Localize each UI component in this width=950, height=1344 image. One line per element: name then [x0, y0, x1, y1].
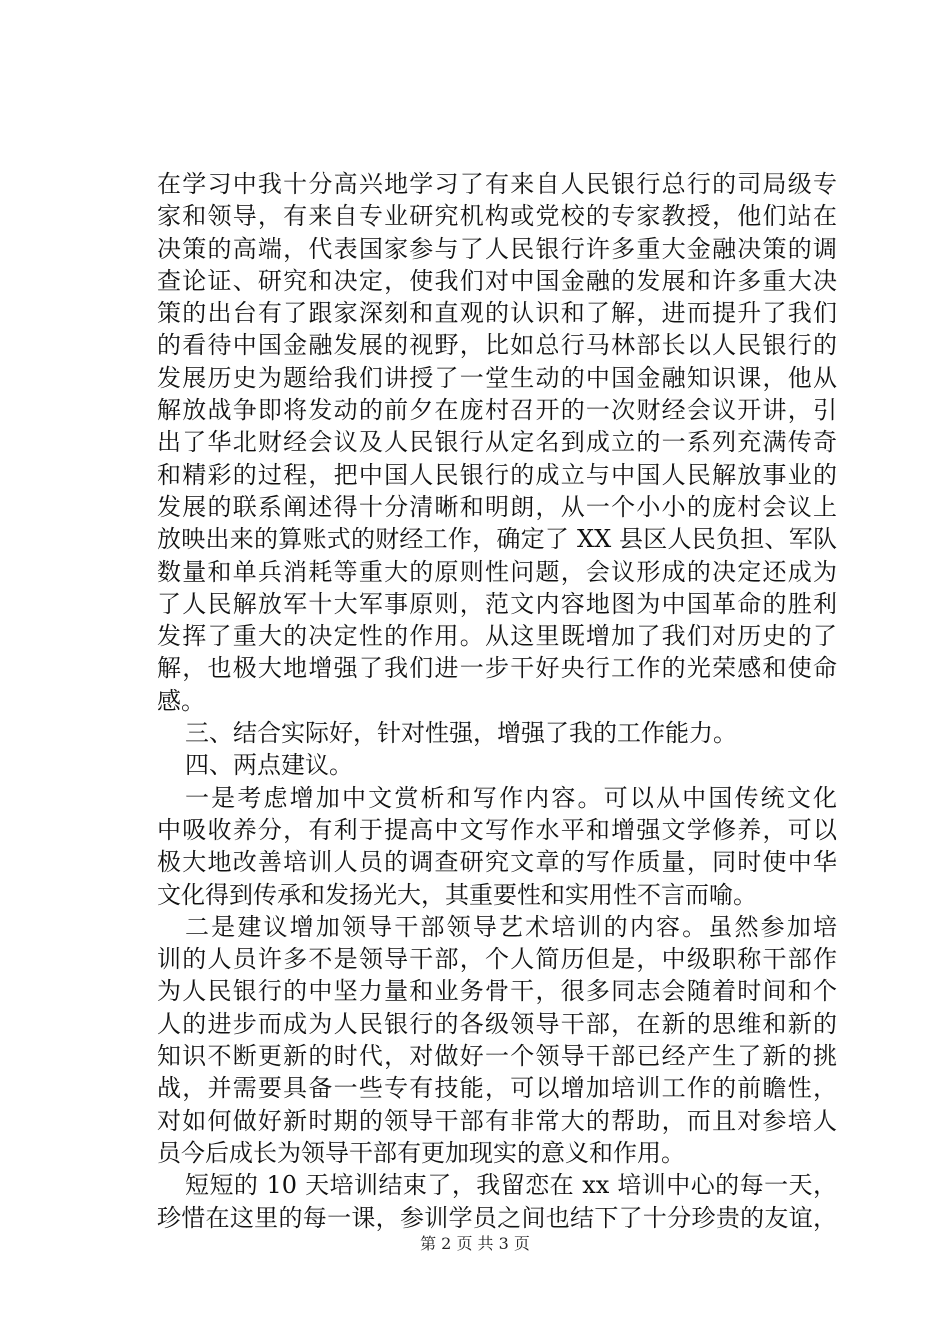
page-footer: 第 2 页 共 3 页: [420, 1234, 530, 1253]
document-body: [157, 168, 837, 1234]
text-line: 在学习中我十分高兴地学习了有来自人民银行总行的司局级专: [157, 170, 837, 198]
text-line: 发挥了重大的决定性的作用。从这里既增加了我们对历史的了: [157, 622, 837, 651]
paragraph: [157, 782, 837, 911]
text-line: 数量和单兵消耗等重大的原则性问题，会议形成的决定还成为: [157, 557, 837, 586]
text-line: 决策的高端，代表国家参与了人民银行许多重大金融决策的调: [157, 234, 837, 263]
text-line: 了人民解放军十大军事原则，范文内容地图为中国革命的胜利: [157, 589, 837, 618]
text-line: 出了华北财经会议及人民银行从定名到成立的一系列充满传奇: [157, 428, 837, 457]
text-line: 一是考虑增加中文赏析和写作内容。可以从中国传统文化: [185, 783, 837, 812]
text-line: 放映出来的算账式的财经工作，确定了 XX 县区人民负担、军队: [157, 525, 837, 554]
text-line: 为人民银行的中坚力量和业务骨干，很多同志会随着时间和个: [157, 977, 837, 1006]
text-line: 的看待中国金融发展的视野，比如总行马林部长以人民银行的: [157, 331, 837, 360]
text-line: 中吸收养分，有利于提高中文写作水平和增强文学修养，可以: [157, 815, 837, 844]
text-line: 查论证、研究和决定，使我们对中国金融的发展和许多重大决: [157, 266, 837, 295]
text-line: 极大地改善培训人员的调查研究文章的写作质量，同时使中华: [157, 848, 837, 877]
text-line: 和精彩的过程，把中国人民银行的成立与中国人民解放事业的: [157, 460, 837, 489]
paragraph: [157, 717, 837, 749]
text-line: 二是建议增加领导干部领导艺术培训的内容。虽然参加培: [185, 912, 837, 941]
paragraph: [157, 168, 837, 717]
text-line: 人的进步而成为人民银行的各级领导干部，在新的思维和新的: [157, 1009, 837, 1038]
paragraph: [157, 1169, 837, 1234]
text-line: 家和领导，有来自专业研究机构或党校的专家教授，他们站在: [157, 202, 837, 231]
text-line: 短短的 10 天培训结束了，我留恋在 xx 培训中心的每一天，: [185, 1171, 837, 1200]
text-line: 文化得到传承和发扬光大，其重要性和实用性不言而喻。: [157, 880, 757, 909]
text-line: 员今后成长为领导干部有更加现实的意义和作用。: [157, 1138, 685, 1167]
text-line: 知识不断更新的时代，对做好一个领导干部已经产生了新的挑: [157, 1042, 837, 1071]
text-line: 对如何做好新时期的领导干部有非常大的帮助，而且对参培人: [157, 1106, 837, 1135]
paragraph: [157, 749, 837, 781]
text-line: 解放战争即将发动的前夕在庞村召开的一次财经会议开讲，引: [157, 396, 837, 425]
text-line: 战，并需要具备一些专有技能，可以增加培训工作的前瞻性，: [157, 1074, 837, 1103]
text-line: 三、结合实际好，针对性强，增强了我的工作能力。: [185, 719, 737, 748]
text-line: 解，也极大地增强了我们进一步干好央行工作的光荣感和使命: [157, 654, 837, 683]
text-line: 发展的联系阐述得十分清晰和明朗，从一个小小的庞村会议上: [157, 492, 837, 521]
paragraph: [157, 911, 837, 1169]
text-line: 策的出台有了跟家深刻和直观的认识和了解，进而提升了我们: [157, 299, 837, 328]
text-line: 发展历史为题给我们讲授了一堂生动的中国金融知识课，他从: [157, 363, 837, 392]
text-line: 感。: [157, 686, 205, 715]
text-line: 珍惜在这里的每一课，参训学员之间也结下了十分珍贵的友谊，: [157, 1203, 837, 1232]
text-line: 四、两点建议。: [185, 751, 353, 780]
text-line: 训的人员许多不是领导干部，个人简历但是，中级职称干部作: [157, 945, 837, 974]
